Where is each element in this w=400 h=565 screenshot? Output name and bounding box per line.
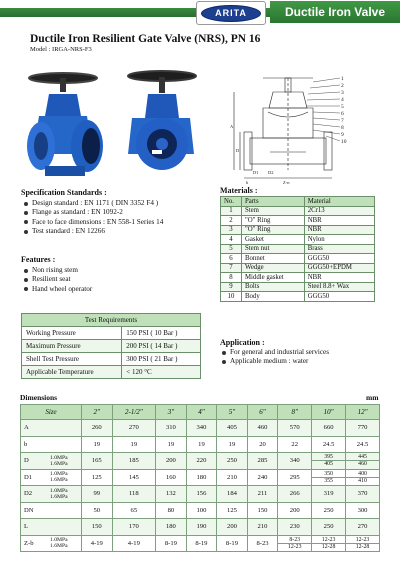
dimension-value: 460 [247, 420, 278, 437]
category-title: Ductile Iron Valve [270, 1, 400, 23]
valve-photo-angled [25, 64, 120, 182]
dimension-value: 340 [186, 420, 217, 437]
dimension-value [346, 453, 380, 470]
dimension-value: 180 [156, 519, 187, 536]
pressure-class [50, 471, 68, 483]
dimension-value [312, 535, 346, 552]
dimension-value: 125 [217, 502, 248, 519]
part-number: 1 [221, 206, 242, 216]
callout-10: 10 [341, 139, 347, 145]
dimension-label: L [21, 519, 82, 536]
dimension-value: 405 [217, 420, 248, 437]
part-name: "O" Ring [242, 216, 305, 226]
dimension-value: 8-19 [156, 535, 187, 552]
dimension-value: 250 [312, 519, 346, 536]
dimension-value: 50 [82, 502, 113, 519]
spec-item: Flange as standard : EN 1092-2 [23, 208, 163, 217]
dimension-value: 8-19 [186, 535, 217, 552]
pressure-class-10: 1.0MPa [50, 487, 68, 494]
dimension-value: 260 [82, 420, 113, 437]
dimension-value: 200 [278, 502, 312, 519]
dimension-value-10: 350 [312, 471, 345, 478]
dimension-value-16: 410 [358, 477, 367, 484]
dimension-value: 660 [312, 420, 346, 437]
dimension-row [21, 469, 380, 486]
part-name: Body [242, 292, 305, 302]
application-list [221, 348, 329, 367]
test-value: 150 PSI ( 10 Bar ) [122, 327, 201, 340]
pressure-class-16: 1.6MPa [50, 460, 68, 467]
dimension-value: 65 [112, 502, 156, 519]
dim-label-d2: D2 [268, 170, 274, 175]
dimension-value-16: 12-28 [321, 543, 336, 550]
spec-item: Face to face dimensions : EN 558-1 Series 14 [23, 218, 163, 227]
callout-3: 3 [341, 90, 344, 96]
materials-row [221, 292, 375, 302]
dimension-value: 770 [346, 420, 380, 437]
dimension-value-16: 460 [358, 461, 367, 468]
test-row [22, 353, 201, 366]
dimension-value: 285 [247, 453, 278, 470]
dimension-value: 295 [278, 469, 312, 486]
dimension-value: 190 [186, 519, 217, 536]
part-material: GGG50 [304, 292, 374, 302]
dimension-value: 319 [312, 486, 346, 503]
dimension-value: 99 [82, 486, 113, 503]
dimension-label-cell [21, 486, 82, 503]
dimension-value-16: 405 [324, 461, 333, 468]
callout-4: 4 [341, 97, 344, 103]
materials-row [221, 254, 375, 264]
test-row [22, 366, 201, 379]
test-value: 200 PSI ( 14 Bar ) [122, 340, 201, 353]
dimension-value: 156 [186, 486, 217, 503]
test-heading: Test Requirements [22, 314, 201, 327]
dimension-value-16: 12-23 [287, 543, 302, 550]
part-material: NBR [304, 273, 374, 283]
part-number: 7 [221, 263, 242, 273]
spec-heading: Specification Standards : [21, 188, 107, 197]
part-name: "O" Ring [242, 225, 305, 235]
dimension-value: 132 [156, 486, 187, 503]
dimension-value: 125 [82, 469, 113, 486]
dimension-value: 184 [217, 486, 248, 503]
dimension-value-10: 12-23 [346, 537, 379, 544]
materials-row [221, 206, 375, 216]
dimension-value: 150 [247, 502, 278, 519]
dimension-value: 210 [217, 469, 248, 486]
features-heading: Features : [21, 255, 56, 264]
feature-item: Resilient seat [23, 275, 92, 284]
dimension-value: 210 [247, 519, 278, 536]
dimension-value: 185 [112, 453, 156, 470]
dimension-row [21, 436, 380, 453]
valve-technical-drawing [228, 72, 368, 187]
dimension-value [278, 535, 312, 552]
dimension-value [312, 453, 346, 470]
part-material: NBR [304, 225, 374, 235]
dimension-value-16: 355 [324, 477, 333, 484]
pressure-class [50, 455, 68, 467]
spec-item: Test standard : EN 12266 [23, 227, 163, 236]
size-column-header: 8″ [278, 405, 312, 420]
part-name: Bolts [242, 282, 305, 292]
brand-name: ARITA [201, 5, 261, 22]
dimension-value-10: 395 [312, 454, 345, 461]
part-material: Steel 8.8+ Wax [304, 282, 374, 292]
materials-table [220, 196, 375, 302]
dimension-value: 165 [82, 453, 113, 470]
product-title: Ductile Iron Resilient Gate Valve (NRS), PN 16 [30, 33, 261, 45]
dimension-value: 240 [247, 469, 278, 486]
dimension-value: 8-23 [247, 535, 278, 552]
feature-item: Hand wheel operator [23, 285, 92, 294]
materials-row [221, 273, 375, 283]
dimension-value: 266 [278, 486, 312, 503]
dimension-label-cell [21, 469, 82, 486]
dimension-value-10: 445 [346, 454, 379, 461]
dimension-row [21, 420, 380, 437]
dimension-label-cell [21, 453, 82, 470]
dimension-value: 8-19 [217, 535, 248, 552]
dimension-value: 170 [112, 519, 156, 536]
size-column-header: 3″ [156, 405, 187, 420]
dimension-value: 250 [217, 453, 248, 470]
dimension-row [21, 486, 380, 503]
test-value: 300 PSI ( 21 Bar ) [122, 353, 201, 366]
dimension-value: 270 [346, 519, 380, 536]
pressure-class-10: 1.0MPa [50, 537, 68, 544]
pressure-class-10: 1.0MPa [50, 471, 68, 478]
callout-2: 2 [341, 83, 344, 89]
application-item: Applicable medium : water [221, 357, 329, 366]
part-number: 2 [221, 216, 242, 226]
dimension-value: 100 [186, 502, 217, 519]
callout-6: 6 [341, 111, 344, 117]
dimension-label-cell [21, 535, 82, 552]
dim-label-zn: Z-n [283, 180, 290, 185]
dimension-value: 24.5 [346, 436, 380, 453]
dimensions-heading: Dimensions [20, 393, 58, 402]
header-banner [0, 0, 400, 25]
test-row [22, 340, 201, 353]
test-label: Applicable Temperature [22, 366, 122, 379]
col-material: Material [304, 197, 374, 207]
dimension-value: 180 [186, 469, 217, 486]
callout-1: 1 [341, 76, 344, 82]
size-column-header: 12″ [346, 405, 380, 420]
dimension-value: 230 [278, 519, 312, 536]
pressure-class [50, 537, 68, 549]
dimensions-table [20, 404, 380, 552]
part-name: Stem nut [242, 244, 305, 254]
dimension-label: D2 [24, 490, 33, 498]
col-parts: Parts [242, 197, 305, 207]
materials-row [221, 216, 375, 226]
dimension-value [312, 469, 346, 486]
dimension-label: D [24, 457, 29, 465]
part-number: 8 [221, 273, 242, 283]
dimension-label: DN [21, 502, 82, 519]
dimension-value: 145 [112, 469, 156, 486]
dimension-value: 300 [346, 502, 380, 519]
part-material: Brass [304, 244, 374, 254]
dimension-value: 160 [156, 469, 187, 486]
materials-header-row [221, 197, 375, 207]
feature-item: Non rising stem [23, 266, 92, 275]
part-number: 3 [221, 225, 242, 235]
application-heading: Application : [220, 338, 265, 347]
dimension-value: 200 [156, 453, 187, 470]
dimension-value: 24.5 [312, 436, 346, 453]
materials-heading: Materials : [220, 186, 258, 195]
dimension-value: 19 [112, 436, 156, 453]
pressure-class-16: 1.6MPa [50, 493, 68, 500]
model-number: Model : IRGA-NRS-F3 [30, 46, 92, 53]
features-list [23, 266, 92, 294]
test-label: Working Pressure [22, 327, 122, 340]
pressure-class [50, 488, 68, 500]
size-column-header: 2″ [82, 405, 113, 420]
part-name: Middle gasket [242, 273, 305, 283]
part-number: 6 [221, 254, 242, 264]
materials-row [221, 225, 375, 235]
materials-row [221, 282, 375, 292]
dimension-value: 150 [82, 519, 113, 536]
spec-item: Design standard : EN 1171 ( DIN 3352 F4 ) [23, 199, 163, 208]
materials-row [221, 235, 375, 245]
dimension-label: D1 [24, 473, 33, 481]
materials-row [221, 244, 375, 254]
callout-8: 8 [341, 125, 344, 131]
part-material: NBR [304, 216, 374, 226]
dimension-value: 310 [156, 420, 187, 437]
dimension-value: 19 [82, 436, 113, 453]
size-header: Size [21, 405, 82, 420]
col-no: No. [221, 197, 242, 207]
part-number: 5 [221, 244, 242, 254]
dim-label-b: b [246, 180, 249, 185]
dimension-value: 370 [346, 486, 380, 503]
dimension-value-10: 12-23 [312, 537, 345, 544]
dimension-value-10: 400 [346, 471, 379, 478]
part-name: Stem [242, 206, 305, 216]
dimension-value: 80 [156, 502, 187, 519]
dim-label-d1: D1 [253, 170, 259, 175]
test-value: < 120 °C [122, 366, 201, 379]
dimension-value: 250 [312, 502, 346, 519]
brand-logo [196, 1, 266, 25]
test-label: Shell Test Pressure [22, 353, 122, 366]
dimension-value [346, 535, 380, 552]
dimension-row [21, 502, 380, 519]
dimension-value: 4-19 [112, 535, 156, 552]
dimension-label: Z-b [24, 539, 34, 547]
part-number: 10 [221, 292, 242, 302]
test-label: Maximum Pressure [22, 340, 122, 353]
dimension-value: 19 [186, 436, 217, 453]
pressure-class-16: 1.6MPa [50, 543, 68, 550]
dimension-row [21, 535, 380, 552]
size-column-header: 6″ [247, 405, 278, 420]
dimension-value: 220 [186, 453, 217, 470]
test-requirements-table [21, 313, 201, 379]
part-name: Bonnet [242, 254, 305, 264]
dimension-value: 19 [217, 436, 248, 453]
callout-7: 7 [341, 118, 344, 124]
dimension-label: A [21, 420, 82, 437]
dim-label-a: A [230, 124, 234, 129]
dimension-row [21, 453, 380, 470]
part-number: 9 [221, 282, 242, 292]
dimension-value: 270 [112, 420, 156, 437]
dimensions-header-row [21, 405, 380, 420]
part-name: Wedge [242, 263, 305, 273]
callout-5: 5 [341, 104, 344, 110]
dimensions-unit: mm [366, 393, 379, 402]
size-column-header: 2-1/2″ [112, 405, 156, 420]
part-material: GGG50+EPDM [304, 263, 374, 273]
dimension-row [21, 519, 380, 536]
dimension-value: 211 [247, 486, 278, 503]
part-number: 4 [221, 235, 242, 245]
part-material: Nylon [304, 235, 374, 245]
dimension-value: 340 [278, 453, 312, 470]
dimension-value [346, 469, 380, 486]
test-row [22, 327, 201, 340]
dimension-value: 118 [112, 486, 156, 503]
callout-9: 9 [341, 132, 344, 138]
materials-row [221, 263, 375, 273]
size-column-header: 10″ [312, 405, 346, 420]
application-item: For general and industrial services [221, 348, 329, 357]
dimension-value: 200 [217, 519, 248, 536]
dimension-value-16: 12-28 [355, 543, 370, 550]
dim-label-d: D [236, 148, 240, 153]
dimension-value: 4-19 [82, 535, 113, 552]
valve-photo-side [118, 64, 203, 179]
dimension-value: 20 [247, 436, 278, 453]
pressure-class-10: 1.0MPa [50, 454, 68, 461]
part-material: GGG50 [304, 254, 374, 264]
dimension-value: 19 [156, 436, 187, 453]
dimension-value: 570 [278, 420, 312, 437]
size-column-header: 5″ [217, 405, 248, 420]
dimension-value: 22 [278, 436, 312, 453]
spec-list [23, 199, 163, 237]
part-material: 2Cr13 [304, 206, 374, 216]
dimension-label: b [21, 436, 82, 453]
pressure-class-16: 1.6MPa [50, 477, 68, 484]
part-name: Gasket [242, 235, 305, 245]
dimension-value-10: 8-23 [278, 537, 311, 544]
size-column-header: 4″ [186, 405, 217, 420]
